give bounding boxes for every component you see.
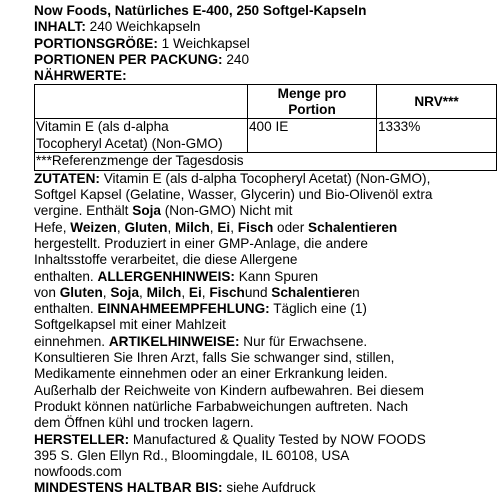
inhalt-value: 240 Weichkapseln [85, 19, 201, 35]
nutrient-nrv: 1333% [377, 119, 497, 153]
naehrwerte-label: NÄHRWERTE: [34, 68, 127, 84]
text-line: ZUTATEN: Vitamin E (als d-alpha Tocopheryl Acetat) (Non-GMO), [34, 170, 431, 186]
table-header-amount: Menge pro Portion [248, 85, 377, 119]
portions-per-pack-line [34, 52, 496, 68]
table-header-cell [35, 85, 248, 119]
text-line: Softgelkapsel mit einer Mahlzeit [34, 317, 226, 333]
inhalt-label: INHALT: [34, 19, 86, 35]
portion-value: 1 Weichkapsel [157, 35, 250, 51]
table-footnote: ***Referenzmenge der Tagesdosis [35, 153, 497, 170]
text-line: Produkt können natürliche Farbabweichungen auftreten. Nach [34, 398, 409, 414]
table-footnote-row [35, 153, 497, 170]
text-line: Medikamente einnehmen oder an einer Erkrankung leiden. [34, 366, 388, 382]
portion-line [34, 36, 496, 52]
text-line: vergine. Enthält Soja (Non-GMO) Nicht mit [34, 203, 293, 219]
inhalt-line [34, 19, 496, 35]
text-line: Inhaltsstoffe verarbeitet, die diese Allergene [34, 252, 298, 268]
text-line: Hefe, Weizen, Gluten, Milch, Ei, Fisch oder Schalentieren [34, 219, 398, 235]
text-line: Außerhalb der Reichweite von Kindern aufbewahren. Bei diesem [34, 382, 424, 398]
text-line: 395 S. Glen Ellyn Rd., Bloomingdale, IL 60108, USA [34, 447, 350, 463]
text-line: enthalten. EINNAHMEEMPFEHLUNG: Täglich eine (1) [34, 301, 367, 317]
text-line: Konsultieren Sie Ihren Arzt, falls Sie schwanger sind, stillen, [34, 350, 395, 366]
text-line: nowfoods.com [34, 464, 122, 480]
text-line: hergestellt. Produziert in einer GMP-Anlage, die andere [34, 235, 368, 251]
nutrient-amount: 400 IE [248, 119, 377, 153]
portions-per-pack-value: 240 [222, 51, 250, 67]
text-line: dem Öffnen kühl und trocken lagern. [34, 415, 254, 431]
product-body-text [34, 171, 496, 497]
product-document [34, 3, 496, 497]
nutrient-name: Vitamin E (als d-alpha Tocopheryl Acetat) (Non-GMO) [35, 119, 248, 153]
text-line: Softgel Kapsel (Gelatine, Wasser, Glycerin) und Bio-Olivenöl extra [34, 187, 433, 203]
text-line: enthalten. ALLERGENHINWEIS: Kann Spuren [34, 268, 319, 284]
portions-per-pack-label: PORTIONEN PER PACKUNG: [34, 51, 223, 67]
text-line: einnehmen. ARTIKELHINWEISE: Nur für Erwachsene. [34, 333, 368, 349]
table-header-row [35, 85, 497, 119]
nutrition-table [34, 84, 497, 170]
text-line: MINDESTENS HALTBAR BIS: siehe Aufdruck [34, 480, 316, 496]
table-header-nrv: NRV*** [377, 85, 497, 119]
text-line: HERSTELLER: Manufactured & Quality Tested by NOW FOODS [34, 431, 426, 447]
product-title: Now Foods, Natürliches E-400, 250 Softgel-Kapseln [34, 3, 367, 18]
portion-label: PORTIONSGRÖßE: [34, 35, 158, 51]
table-row [35, 119, 497, 153]
text-line: von Gluten, Soja, Milch, Ei, Fischund Schalentieren [34, 284, 360, 300]
